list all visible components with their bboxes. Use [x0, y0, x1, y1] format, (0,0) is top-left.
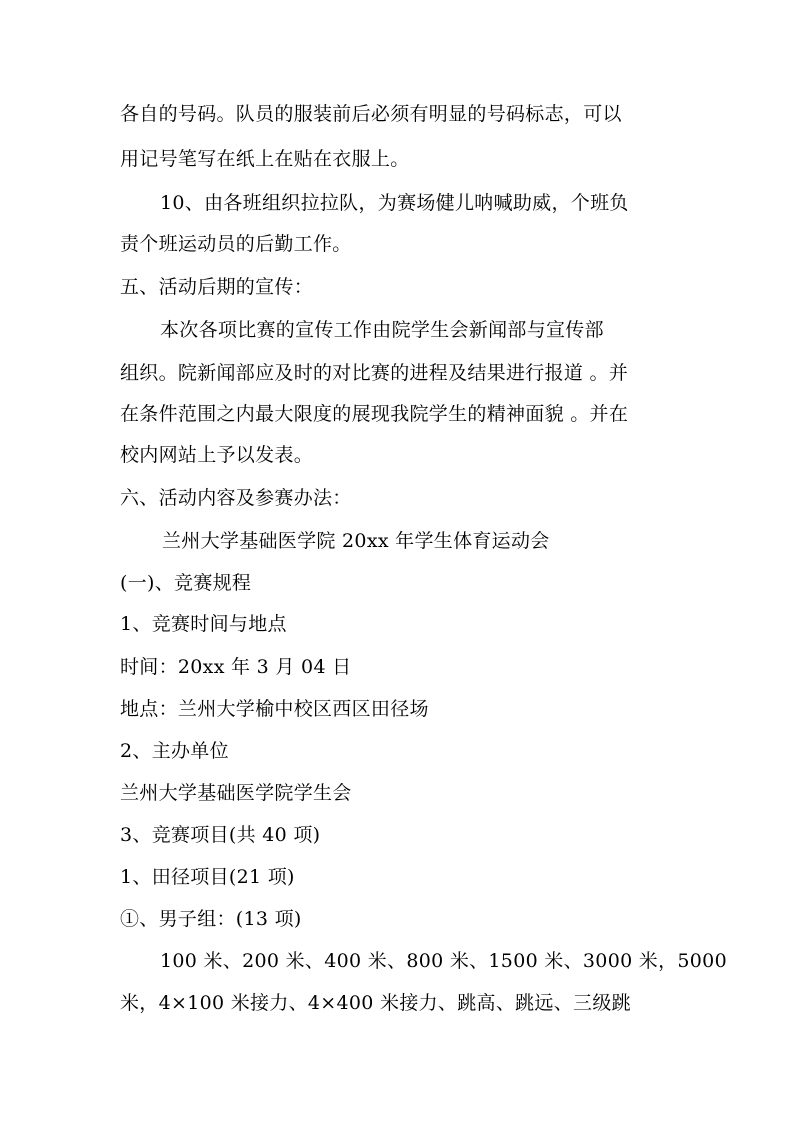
event-title: 兰州大学基础医学院 20xx 年学生体育运动会	[162, 530, 550, 552]
list-item: 1、田径项目(21 项)	[120, 866, 295, 888]
subsection-heading: (一)、竞赛规程	[120, 572, 252, 594]
paragraph-line: 在条件范围之内最大限度的展现我院学生的精神面貌 。并在	[120, 403, 629, 425]
list-item: 兰州大学基础医学院学生会	[120, 782, 352, 804]
paragraph-line: 校内网站上予以发表。	[120, 444, 314, 466]
list-item: ①、男子组：(13 项)	[120, 908, 302, 930]
paragraph-line: 各自的号码。队员的服装前后必须有明显的号码标志，可以	[120, 103, 622, 125]
paragraph-line: 用记号笔写在纸上在贴在衣服上。	[120, 148, 410, 170]
list-item: 1、竞赛时间与地点	[120, 613, 287, 635]
paragraph-line: 组织。院新闻部应及时的对比赛的进程及结果进行报道 。并	[120, 362, 629, 384]
list-item: 地点：兰州大学榆中校区西区田径场	[120, 698, 429, 720]
section-heading: 五、活动后期的宣传：	[120, 276, 314, 298]
paragraph-line: 10、由各班组织拉拉队，为赛场健儿呐喊助威，个班负	[160, 192, 629, 214]
paragraph-line: 100 米、200 米、400 米、800 米、1500 米、3000 米，5000	[160, 950, 727, 972]
paragraph-line: 米，4×100 米接力、4×400 米接力、跳高、跳远、三级跳	[120, 992, 631, 1014]
list-item: 3、竞赛项目(共 40 项)	[120, 824, 321, 846]
list-item: 时间：20xx 年 3 月 04 日	[120, 656, 352, 678]
paragraph-line: 本次各项比赛的宣传工作由院学生会新闻部与宣传部	[160, 319, 604, 341]
section-heading: 六、活动内容及参赛办法：	[120, 487, 352, 509]
list-item: 2、主办单位	[120, 740, 229, 762]
paragraph-line: 责个班运动员的后勤工作。	[120, 233, 352, 255]
